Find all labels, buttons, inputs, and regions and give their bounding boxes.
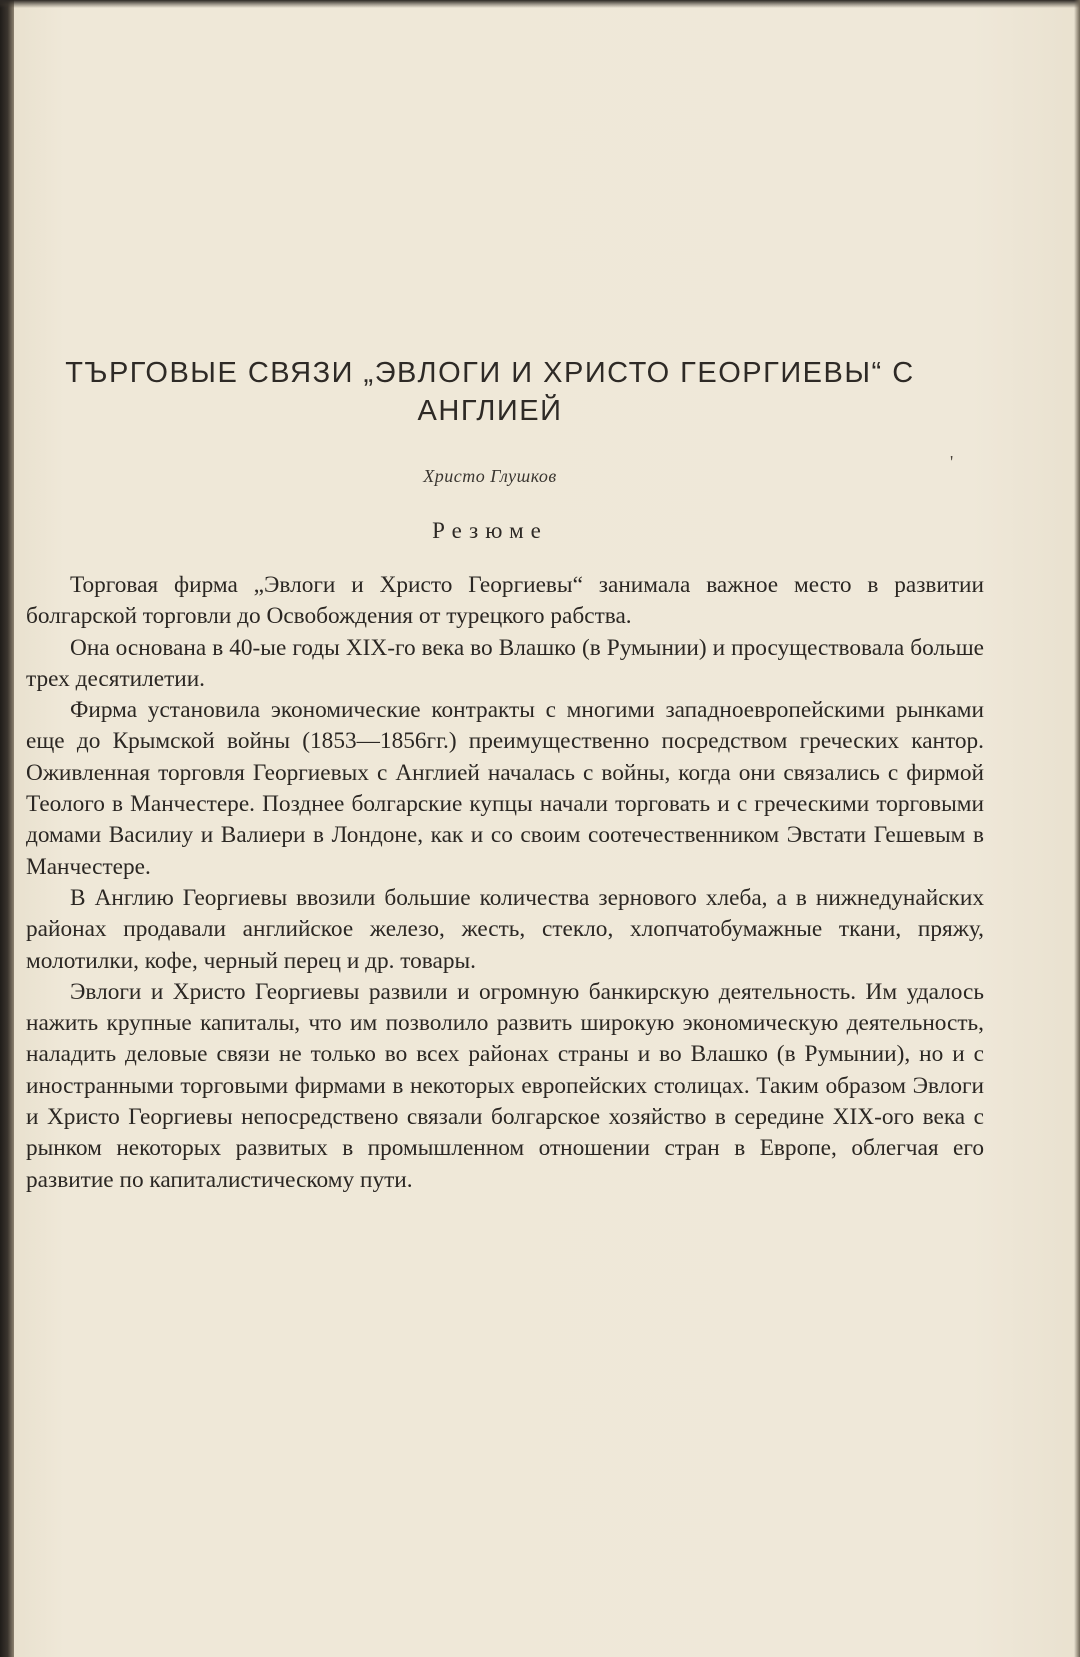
top-edge-shadow [0, 0, 1080, 8]
paragraph-5: Эвлоги и Христо Георгиевы развили и огромную банкирскую деятельность. Им удалось нажить крупные капиталы, что им позволило развить широкую экономическую деятельность, наладить деловые связи не только во всех районах страны и во Влашко (в Румынии), но и с иностранными торговыми фирмами в некоторых европейских столицах. Таким образом Эвлоги и Христо Георгиевы непосредствено связали болгарское хозяйство в середине XIX-ого века с рынком некоторых развитых в промышленном отношении стран в Европе, облегчая его развитие по капиталистическому пути. [26, 978, 984, 1193]
paragraph-4: В Англию Георгиевы ввозили большие количества зернового хлеба, а в нижнедунайских районах продавали английское железо, жесть, стекло, хлопчатобумажные ткани, пряжу, молотилки, кофе, черный перец и др. товары. [26, 884, 984, 974]
paragraph-2: Она основана в 40-ые годы XIX-го века во Влашко (в Румынии) и просуществовала больше трех десятилетии. [26, 634, 984, 692]
article-title-line-2: АНГЛИЕЙ [417, 395, 563, 427]
book-spine-shadow [0, 0, 14, 1657]
paragraph-1: Торговая фирма „Эвлоги и Христо Георгиевы“ занимала важное место в развитии болгарской торговли до Освобождения от турецкого рабства. [26, 572, 984, 630]
right-edge-shadow [1074, 0, 1080, 1657]
stray-mark: ' [950, 452, 954, 472]
resume-body [26, 570, 984, 1196]
article-title-line-1: ТЪРГОВЫЕ СВЯЗИ „ЭВЛОГИ И ХРИСТО ГЕОРГИЕВЫ“ С [65, 357, 915, 389]
author-name: Христо Глушков [423, 466, 557, 486]
article-title [30, 354, 950, 430]
paragraph-3: Фирма установила экономические контракты с многими западноевропейскими рынками еще до Крымской войны (1853—1856гг.) преимущественно посредством греческих кантор. Оживленная торговля Георгиевых с Англией началась с войны, когда они связались с фирмой Теолого в Манчестере. Позднее болгарские купцы начали торговать и с греческими торговыми домами Василиу и Валиери в Лондоне, как и со своим соотечественником Эвстати Гешевым в Манчестере. [26, 697, 984, 880]
resume-heading: Резюме [432, 518, 548, 543]
